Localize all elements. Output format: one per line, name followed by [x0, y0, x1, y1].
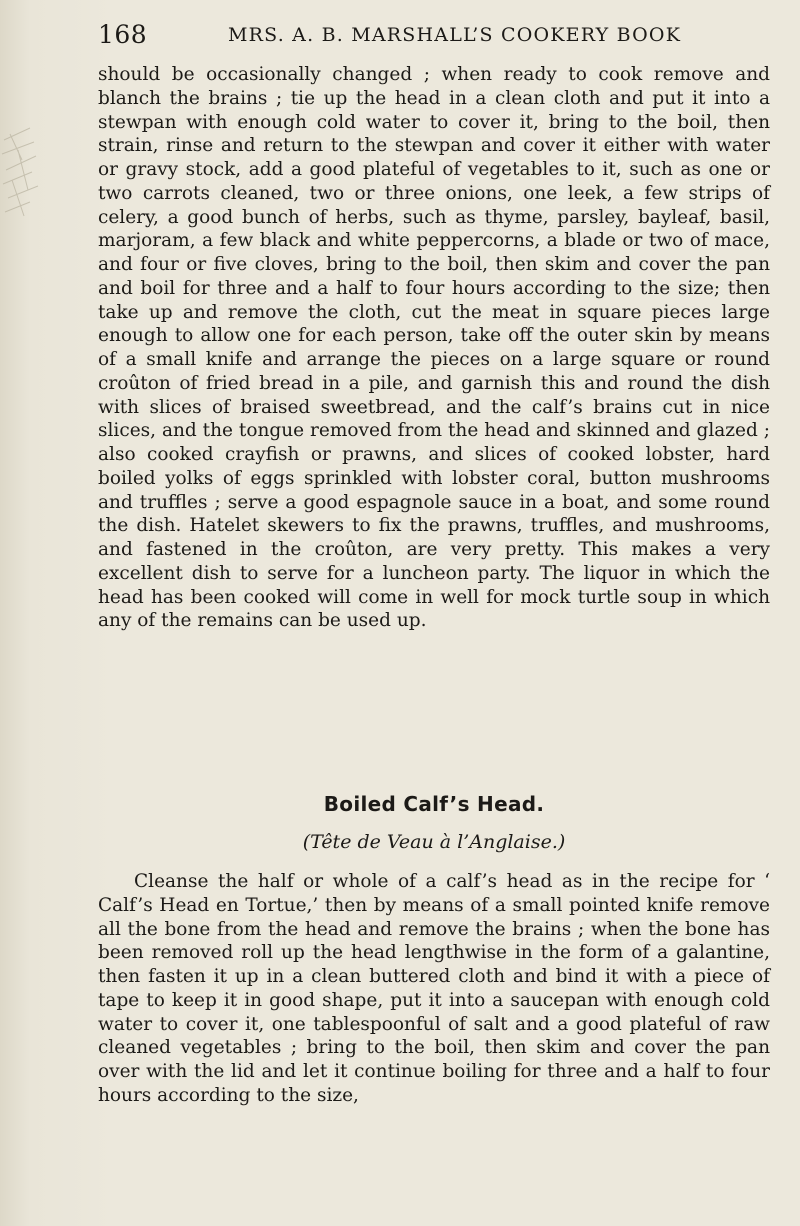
recipe-text: Cleanse the half or whole of a calf’s head as in the recipe for ‘ Calf’s Head en Tortue,’ then by means of a small pointed knife remove all the bone from the head and remove the brains ; when the bone has been removed roll up the head lengthwise in the form of a galantine, then fasten it up in a clean buttered cloth and bind it with a piece of tape to keep it in good shape, put it into a saucepan with enough cold water to cover it, one tablespoonful of salt and a good plateful of raw cleaned vegetables ; bring to the boil, then skim and cover the pan over with the lid and let it continue boiling for three and a half to four hours according to the size,	[98, 871, 770, 1106]
margin-smudge	[0, 120, 40, 230]
running-head: MRS. A. B. MARSHALL’S COOKERY BOOK	[228, 24, 682, 46]
recipe-title: Boiled Calf’s Head.	[323, 792, 545, 816]
continued-recipe-text: should be occasionally changed ; when ready to cook remove and blanch the brains ; tie up the head in a clean cloth and put it into a stewpan with enough cold water to cover it, bring to the boil, then strain, rinse and return to the stewpan and cover it either with water or gravy stock, add a good plateful of vegetables to it, such as one or two carrots cleaned, two or three onions, one leek, a few strips of celery, a good bunch of herbs, such as thyme, parsley, bayleaf, basil, marjoram, a few black and white peppercorns, a blade or two of mace, and four or five cloves, bring to the boil, then skim and cover the pan and boil for three and a half to four hours according to the size; then take up and remove the cloth, cut the meat in square pieces large enough to allow one for each person, take off the outer skin by means of a small knife and arrange the pieces on a large square or round croûton of fried bread in a pile, and garnish this and round the dish with slices of braised sweetbread, and the calf’s brains cut in nice slices, and the tongue removed from the head and skinned and glazed ; also cooked crayfish or prawns, and slices of cooked lobster, hard boiled yolks of eggs sprinkled with lobster coral, button mushrooms and truffles ; serve a good espagnole sauce in a boat, and some round the dish. Hatelet skewers to fix the prawns, truffles, and mushrooms, and fastened in the croûton, are very pretty. This makes a very excellent dish to serve for a luncheon party. The liquor in which the head has been cooked will come in well for mock turtle soup in which any of the remains can be used up.	[98, 64, 770, 632]
recipe-subtitle: (Tête de Veau à l’Anglaise.)	[302, 831, 566, 853]
page-number: 168	[98, 20, 148, 49]
page-header	[98, 20, 770, 52]
